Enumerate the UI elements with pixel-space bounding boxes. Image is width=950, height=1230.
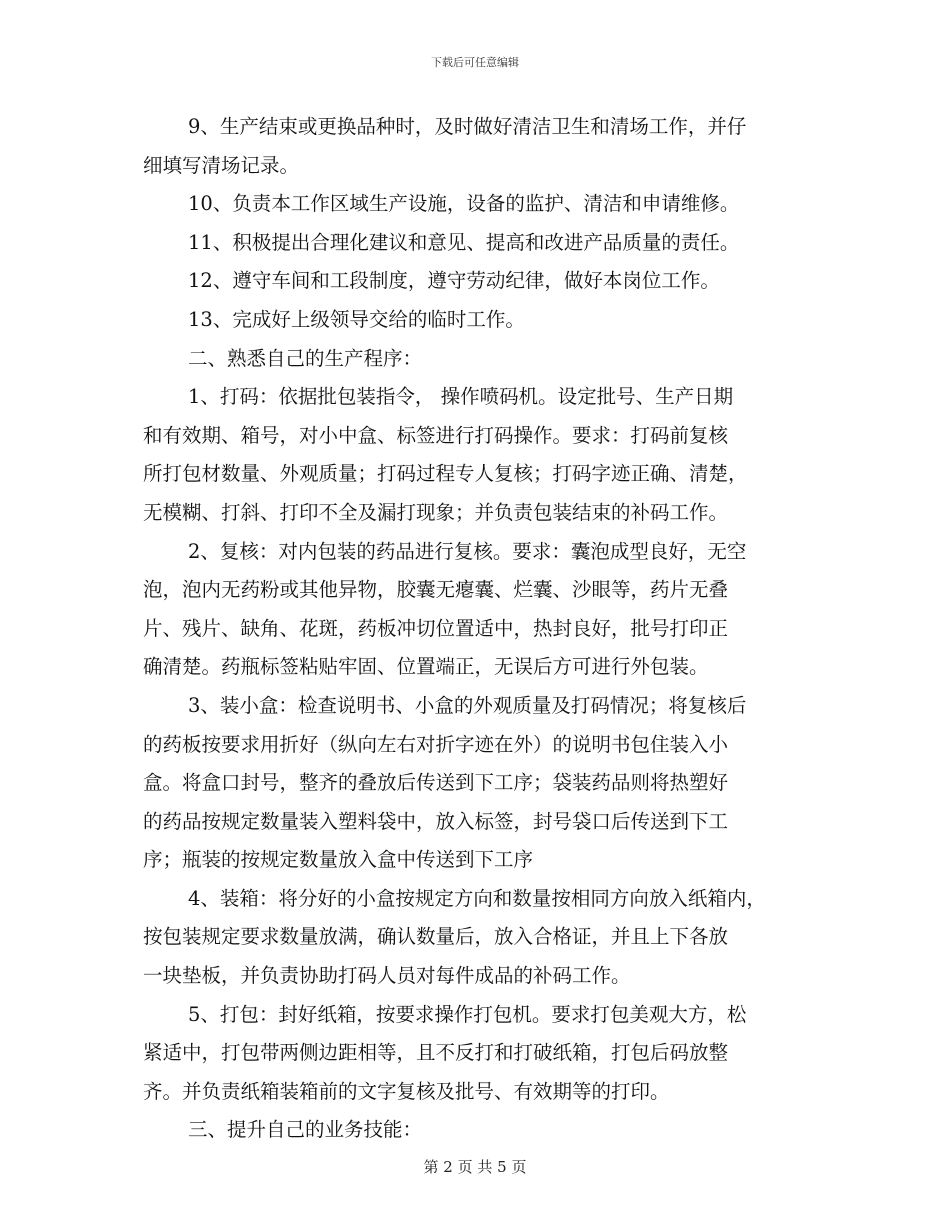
text-line: 和有效期、箱号，对小中盒、标签进行打码操作。要求：打码前复核 xyxy=(143,423,729,447)
text-line: 泡，泡内无药粉或其他异物，胶囊无瘪囊、烂囊、沙眼等，药片无叠 xyxy=(143,578,729,602)
text-line: 序；瓶装的按规定数量放入盒中传送到下工序 xyxy=(143,848,534,872)
text-line: 1、打码：依据批包装指令， 操作喷码机。设定批号、生产日期 xyxy=(188,385,734,409)
text-line: 片、残片、缺角、花斑，药板冲切位置适中，热封良好，批号打印正 xyxy=(143,616,729,640)
text-line: 细填写清场记录。 xyxy=(143,153,300,177)
document-body xyxy=(143,108,823,1150)
text-line: 紧适中，打包带两侧边距相等，且不反打和打破纸箱，打包后码放整 xyxy=(143,1041,729,1065)
text-line: 无模糊、打斜、打印不全及漏打现象；并负责包装结束的补码工作。 xyxy=(143,500,729,524)
text-line: 齐。并负责纸箱装箱前的文字复核及批号、有效期等的打印。 xyxy=(143,1079,670,1103)
text-line: 的药板按要求用折好（纵向左右对折字迹在外）的说明书包住装入小 xyxy=(143,732,729,756)
text-line: 一块垫板，并负责协助打码人员对每件成品的补码工作。 xyxy=(143,964,631,988)
text-line: 13、完成好上级领导交给的临时工作。 xyxy=(188,307,525,331)
page-header: 下载后可任意编辑 xyxy=(431,56,519,69)
text-line: 10、负责本工作区域生产设施，设备的监护、清洁和申请维修。 xyxy=(188,192,740,216)
section-heading: 三、提升自己的业务技能： xyxy=(188,1118,423,1142)
text-line: 盒。将盒口封号，整齐的叠放后传送到下工序；袋装药品则将热塑好 xyxy=(143,771,729,795)
text-line: 12、遵守车间和工段制度，遵守劳动纪律，做好本岗位工作。 xyxy=(188,269,720,293)
text-line: 9、生产结束或更换品种时，及时做好清洁卫生和清场工作，并仔 xyxy=(188,115,747,138)
text-line: 11、积极提出合理化建议和意见、提高和改进产品质量的责任。 xyxy=(188,230,740,254)
text-line: 4、装箱：将分好的小盒按规定方向和数量按相同方向放入纸箱内， xyxy=(188,886,766,910)
text-line: 按包装规定要求数量放满，确认数量后，放入合格证，并且上下各放 xyxy=(143,925,729,949)
text-line: 的药品按规定数量装入塑料袋中，放入标签，封号袋口后传送到下工 xyxy=(143,809,729,833)
text-line: 3、装小盒：检查说明书、小盒的外观质量及打码情况；将复核后 xyxy=(188,693,747,717)
text-line: 确清楚。药瓶标签粘贴牢固、位置端正，无误后方可进行外包装。 xyxy=(143,655,709,679)
text-line: 所打包材数量、外观质量；打码过程专人复核；打码字迹正确、清楚， xyxy=(143,462,748,486)
page-number: 第 2 页 共 5 页 xyxy=(423,1158,527,1176)
section-heading: 二、熟悉自己的生产程序： xyxy=(188,346,423,370)
text-line: 5、打包：封好纸箱，按要求操作打包机。要求打包美观大方，松 xyxy=(188,1002,747,1026)
text-line: 2、复核：对内包装的药品进行复核。要求：囊泡成型良好，无空 xyxy=(188,539,747,563)
